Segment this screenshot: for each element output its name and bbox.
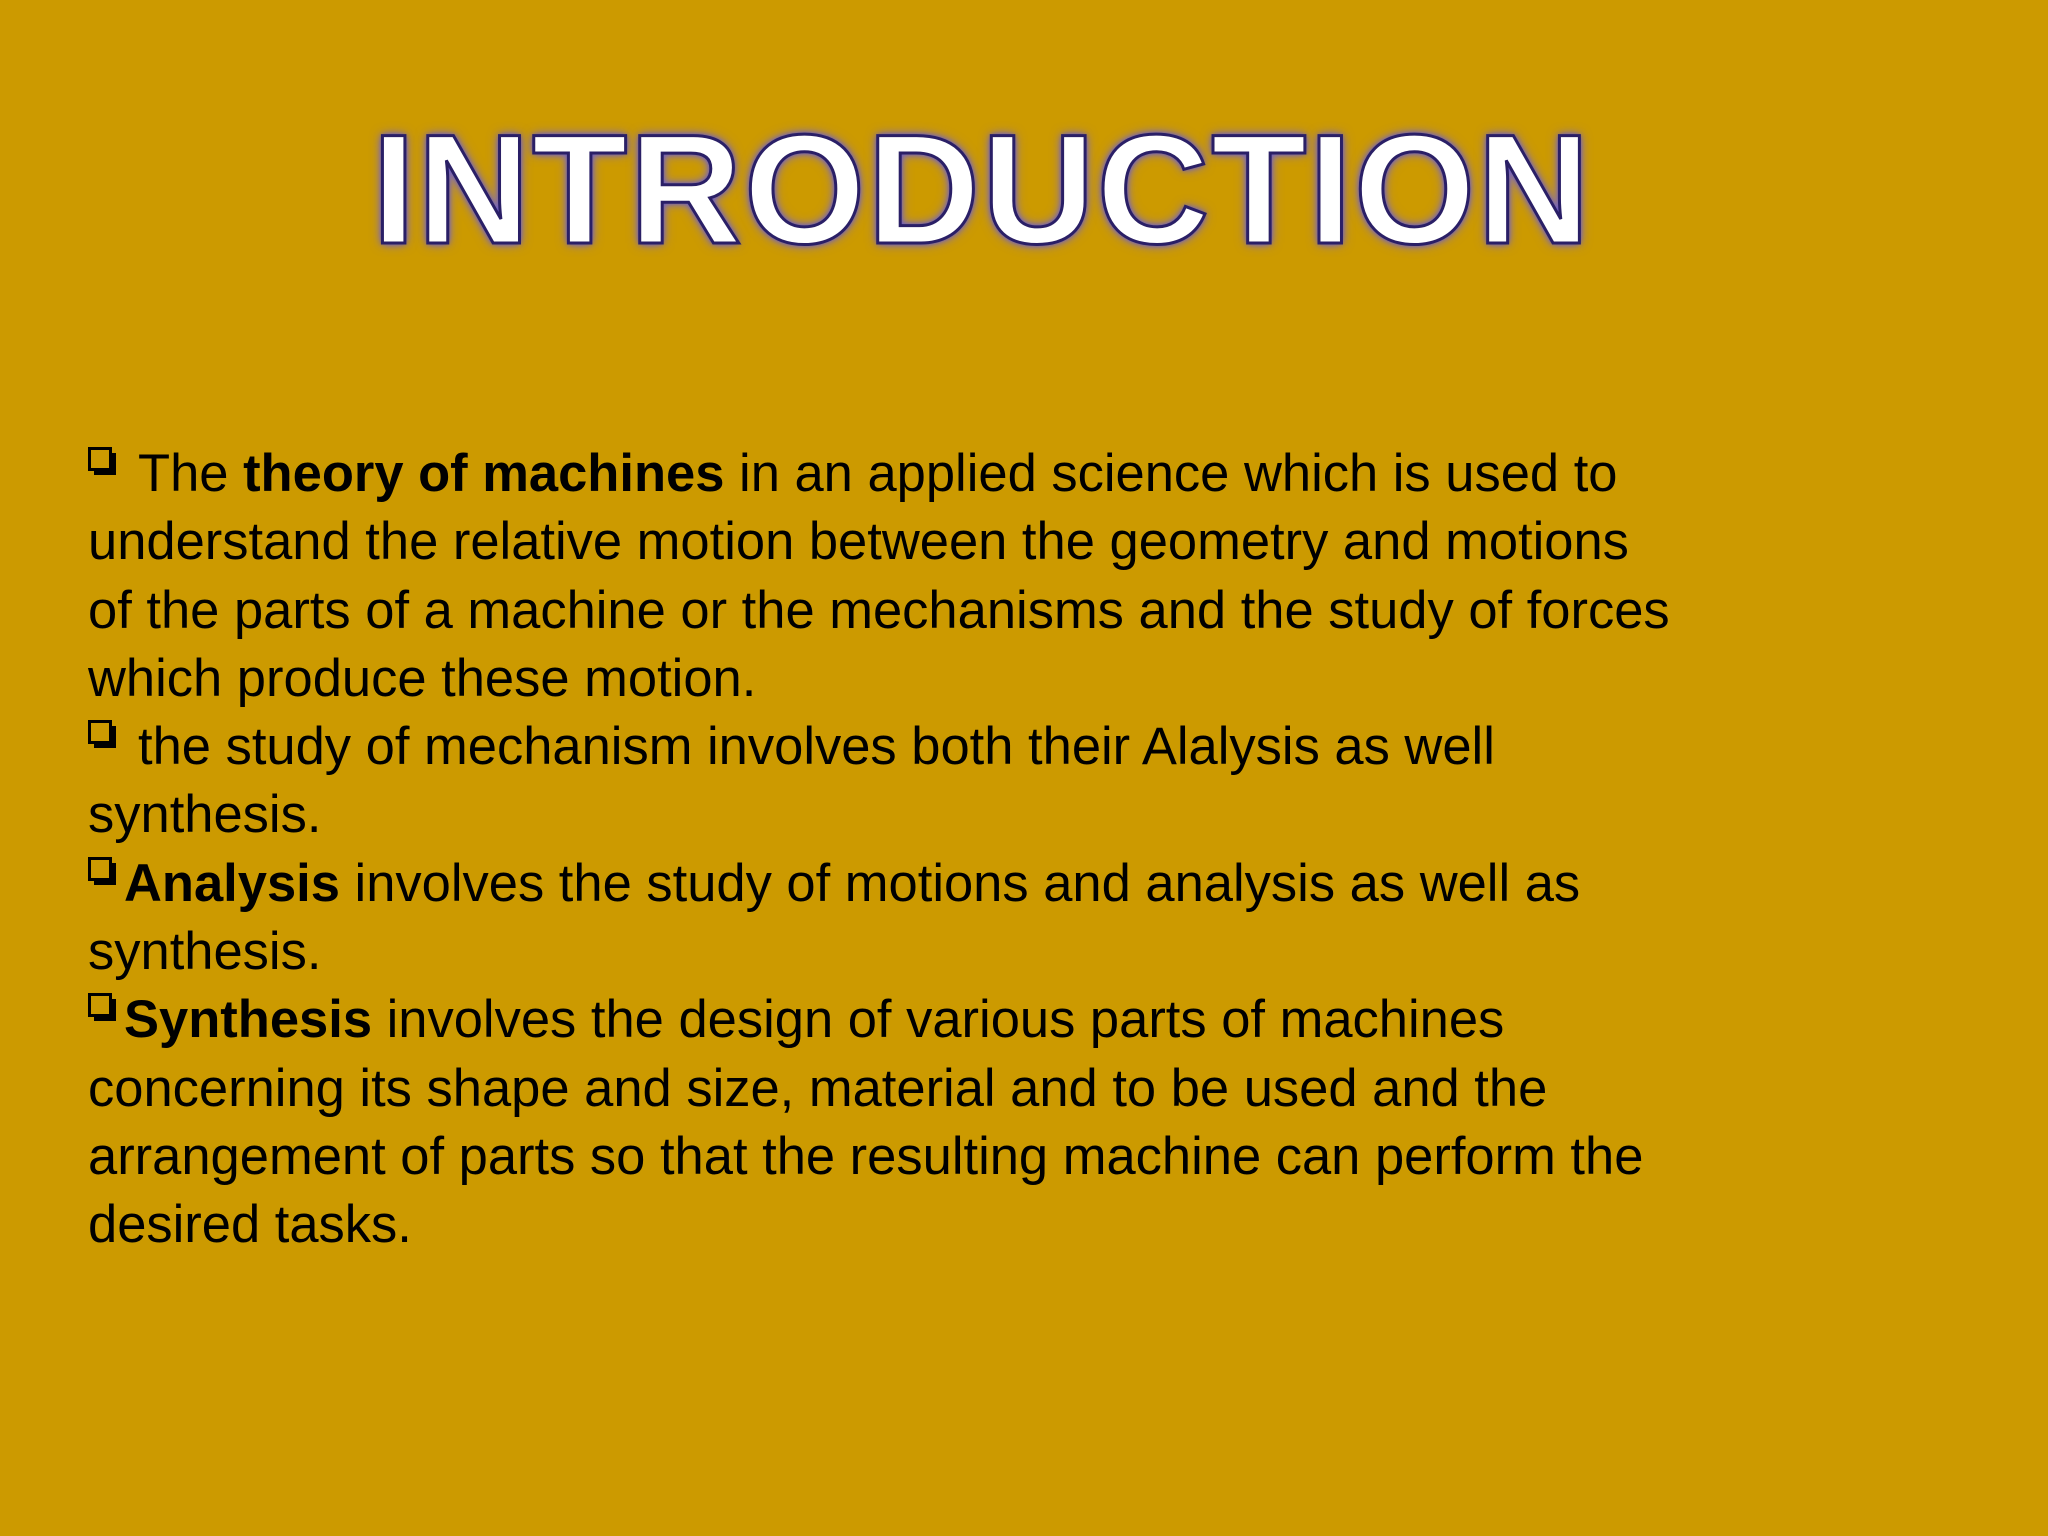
bullet-3-bold-term: Analysis bbox=[124, 853, 340, 913]
bullet-1-bold-term: theory of machines bbox=[243, 444, 725, 503]
bullet-1-text-line-2: understand the relative motion between the geometry and motions bbox=[88, 512, 1629, 572]
bullet-4-bold-term: Synthesis bbox=[124, 990, 373, 1050]
slide-body bbox=[88, 440, 1848, 1260]
bullet-4-text-line-3: arrangement of parts so that the resulting machine can perform the bbox=[88, 1126, 1644, 1186]
hollow-square-bullet-icon bbox=[88, 993, 118, 1023]
hollow-square-bullet-icon bbox=[88, 447, 118, 477]
bullet-3-text-line-1: involves the study of motions and analysis as well as bbox=[339, 853, 1581, 913]
bullet-1-text-line-4: which produce these motion. bbox=[88, 648, 757, 708]
bullet-1-text-line-1: in an applied science which is used to bbox=[724, 444, 1618, 503]
bullet-study-of-mechanism bbox=[88, 713, 1848, 850]
slide-title: INTRODUCTION bbox=[372, 103, 1592, 277]
hollow-square-bullet-icon bbox=[88, 857, 118, 887]
bullet-3-text-line-2: synthesis. bbox=[88, 922, 322, 982]
bullet-2-text-line-1: the study of mechanism involves both their Alalysis as well bbox=[138, 717, 1495, 777]
bullet-4-text-line-4: desired tasks. bbox=[88, 1195, 412, 1255]
bullet-4-text-line-2: concerning its shape and size, material and to be used and the bbox=[88, 1058, 1548, 1118]
bullet-4-text-line-1: involves the design of various parts of machines bbox=[372, 990, 1505, 1050]
bullet-1-lead: The bbox=[138, 444, 244, 503]
hollow-square-bullet-icon bbox=[88, 720, 118, 750]
bullet-analysis bbox=[88, 850, 1848, 987]
bullet-synthesis bbox=[88, 986, 1848, 1259]
bullet-2-text-line-2: synthesis. bbox=[88, 785, 322, 845]
bullet-1-text-line-3: of the parts of a machine or the mechanisms and the study of forces bbox=[88, 580, 1670, 640]
bullet-theory-of-machines bbox=[88, 440, 1848, 713]
